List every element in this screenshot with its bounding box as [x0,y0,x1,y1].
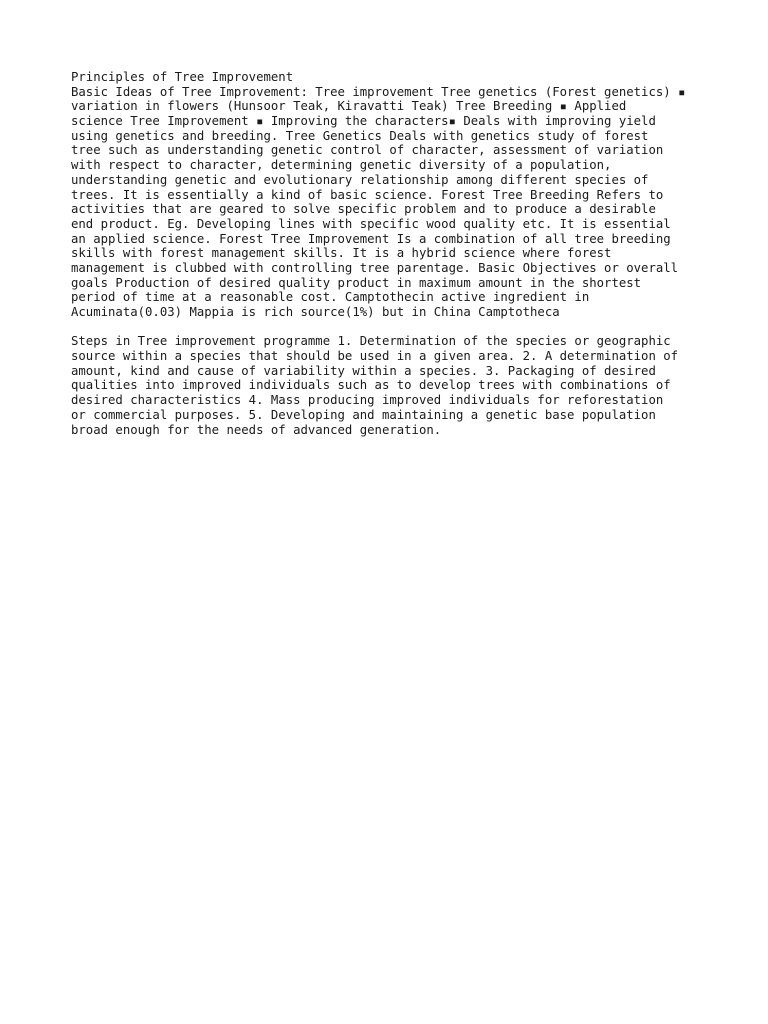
text-line: source within a species that should be used in a given area. 2. A determination of [71,349,679,364]
text-line: science Tree Improvement ▪ Improving the characters▪ Deals with improving yield [71,114,656,129]
text-line: trees. It is essentially a kind of basic science. Forest Tree Breeding Refers to [71,187,664,202]
text-line: Steps in Tree improvement programme 1. Determination of the species or geographic [71,334,671,349]
text-line: desired characteristics 4. Mass producing improved individuals for reforestation [71,393,664,408]
text-line: understanding genetic and evolutionary relationship among different species of [71,172,649,187]
text-line: qualities into improved individuals such as to develop trees with combinations of [71,378,671,393]
text-line: period of time at a reasonable cost. Camptothecin active ingredient in [71,290,590,305]
text-line: with respect to character, determining genetic diversity of a population, [71,158,612,173]
text-line: goals Production of desired quality product in maximum amount in the shortest [71,275,642,290]
text-line: Basic Ideas of Tree Improvement: Tree improvement Tree genetics (Forest genetics) ▪ [71,84,686,99]
text-line: management is clubbed with controlling tree parentage. Basic Objectives or overall [71,260,679,275]
text-line: Principles of Tree Improvement [71,70,294,84]
text-line: end product. Eg. Developing lines with specific wood quality etc. It is essential [71,216,671,231]
paragraph-steps [71,334,708,437]
text-line: broad enough for the needs of advanced generation. [71,422,442,437]
text-line: tree such as understanding genetic control of character, assessment of variation [71,143,664,158]
text-line: activities that are geared to solve specific problem and to produce a desirable [71,202,656,217]
text-line: Acuminata(0.03) Mappia is rich source(1%) but in China Camptotheca [71,305,560,319]
text-line: or commercial purposes. 5. Developing and maintaining a genetic base population [71,407,656,422]
text-line: an applied science. Forest Tree Improvement Is a combination of all tree breeding [71,231,671,246]
text-line: using genetics and breeding. Tree Genetics Deals with genetics study of forest [71,128,649,143]
text-line: variation in flowers (Hunsoor Teak, Kiravatti Teak) Tree Breeding ▪ Applied [71,99,627,114]
text-line: skills with forest management skills. It is a hybrid science where forest [71,246,612,261]
paragraph-gap [71,320,708,335]
paragraph-principles [71,70,708,320]
text-line: amount, kind and cause of variability within a species. 3. Packaging of desired [71,363,656,378]
